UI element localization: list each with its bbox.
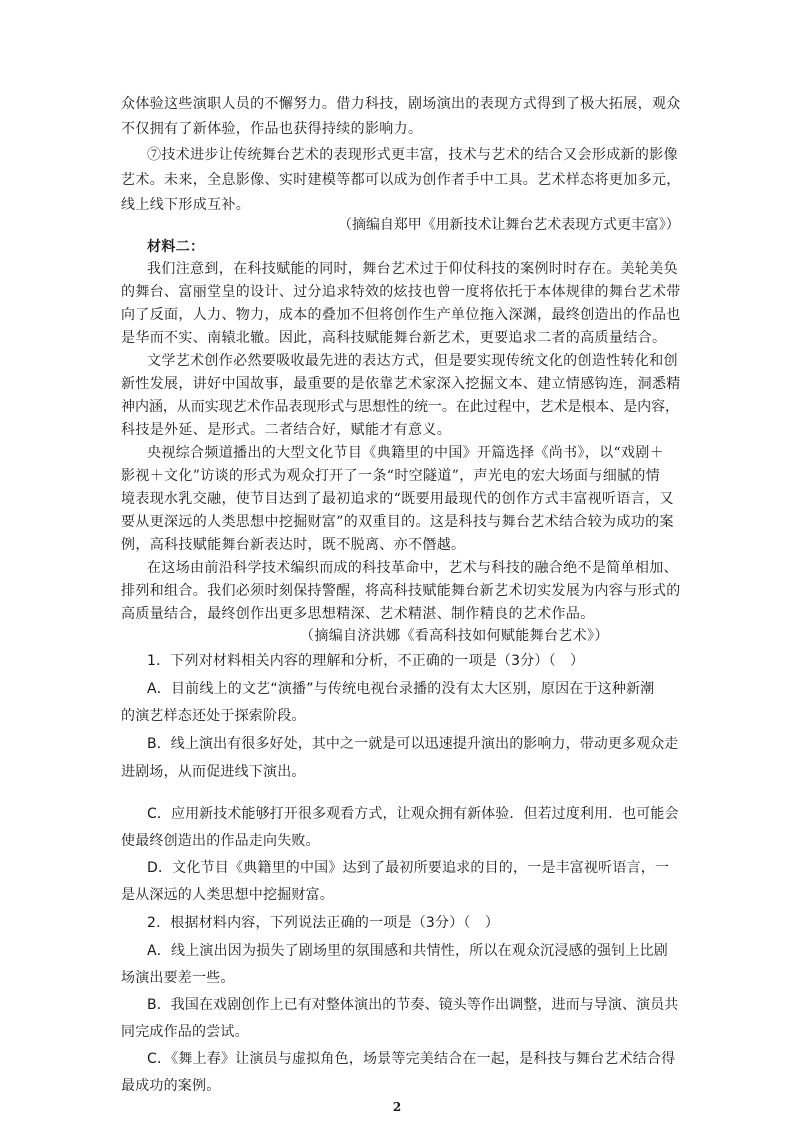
material-heading: 材料二： [147,239,205,255]
body-line: 众体验这些演职人员的不懈努力。借力科技，剧场演出的表现方式得到了极大拓展，观众 [121,96,681,112]
body-line: 央视综合频道播出的大型文化节目《典籍里的中国》开篇选择《尚书》，以“戏剧＋ [147,445,665,461]
source-citation: （摘编自郑甲《用新技术让舞台艺术表现方式更丰富》） [338,217,680,233]
question-1-stem: 1．下列对材料相关内容的理解和分析，不正确的一项是（3分）（ ） [147,653,585,669]
q1-option-b: B．线上演出有很多好处，其中之一就是可以迅速提升演出的影响力，带动更多观众走 [147,736,679,752]
body-line: 艺术。未来，全息影像、实时建模等都可以成为创作者手中工具。艺术样态将更加多元， [121,172,681,188]
q2-option-a-cont: 场演出要差一些。 [121,970,235,986]
q1-option-a: A．目前线上的文艺“演播”与传统电视台录播的没有太大区别，原因在于这种新潮 [147,681,655,697]
body-line: 文学艺术创作必然要吸收最先进的表达方式，但是要实现传统文化的创造性转化和创 [147,353,678,369]
body-line: 新性发展，讲好中国故事，最重要的是依靠艺术家深入挖掘文本、建立情感钩连，洞悉精 [121,376,681,392]
body-line: 境表现水乳交融，使节目达到了最初追求的“既要用最现代的创作方式丰富视听语言，又 [121,491,674,507]
q1-option-d: D．文化节目《典籍里的中国》达到了最初所要追求的目的，一是丰富视听语言，一 [147,860,670,876]
body-line: 是华而不实、南辕北辙。因此，高科技赋能舞台新艺术，更要追求二者的高质量结合。 [121,330,667,346]
source-citation: （摘编自济洪娜《看高科技如何赋能舞台艺术》） [300,628,609,644]
body-line: 神内涵，从而实现艺术作品表现形式与思想性的统一。在此过程中，艺术是根本、是内容， [121,399,679,415]
q1-option-d-cont: 是从深远的人类思想中挖掘财富。 [121,887,334,903]
body-line: 要从更深远的人类思想中挖掘财富”的双重目的。这是科技与舞台艺术结合较为成功的案 [121,514,674,530]
body-line: 不仅拥有了新体验，作品也获得持续的影响力。 [121,121,423,137]
body-line: 高质量结合，最终创作出更多思想精深、艺术精湛、制作精良的艺术作品。 [121,606,595,622]
body-line: 例，高科技赋能舞台新表达时，既不脱离、亦不僭越。 [121,537,466,553]
body-line: 我们注意到，在科技赋能的同时，舞台艺术过于仰仗科技的案例时时存在。美轮美奂 [147,261,678,277]
q1-option-c-cont: 使最终创造出的作品走向失败。 [121,833,320,849]
body-line: 的舞台、富丽堂皇的设计、过分追求特效的炫技也曾一度将依托于本体规律的舞台艺术带 [121,284,681,300]
body-line: 线上线下形成互补。 [121,197,251,213]
body-line: 在这场由前沿科学技术编织而成的科技革命中，艺术与科技的融合绝不是简单相加、 [147,560,678,576]
q2-option-a: A．线上演出因为损失了剧场里的氛围感和共情性，所以在观众沉浸感的强钊上比剧 [147,943,668,959]
body-line: 影视＋文化”访谈的形式为观众打开了一条“时空隧道”，声光电的宏大场面与细腻的情 [121,468,661,484]
q1-option-b-cont: 进剧场，从而促进线下演出。 [121,764,306,780]
q2-option-b: B．我国在戏剧创作上已有对整体演出的节奏、镜头等作出调整，进而与导演、演员共 [147,997,679,1013]
q1-option-c: C．应用新技术能够打开很多观看方式，让观众拥有新体验．但若过度利用．也可能会 [147,806,679,822]
q1-option-a-cont: 的演艺样态还处于探索阶段。 [121,708,306,724]
q2-option-b-cont: 同完成作品的尝试。 [121,1024,249,1040]
body-line: 排列和组合。我们必须时刻保持警醒，将高科技赋能舞台新艺术切实发展为内容与形式的 [121,583,681,599]
body-line: 向了反面，人力、物力，成本的叠加不但将创作生产单位拖入深渊，最终创造出的作品也 [121,307,681,323]
q2-option-c: C．《舞上春》让演员与虚拟角色，场景等完美结合在一起，是科技与舞台艺术结合得 [147,1051,676,1067]
body-line: 科技是外延、是形式。二者结合好，赋能才有意义。 [121,422,452,438]
q2-option-c-cont: 最成功的案例。 [121,1078,221,1094]
page-number: 2 [392,1100,402,1114]
question-2-stem: 2．根据材料内容，下列说法正确的一项是（3分）（ ） [147,915,500,931]
body-line: ⑦技术进步让传统舞台艺术的表现形式更丰富，技术与艺术的结合又会形成新的影像 [147,147,678,163]
